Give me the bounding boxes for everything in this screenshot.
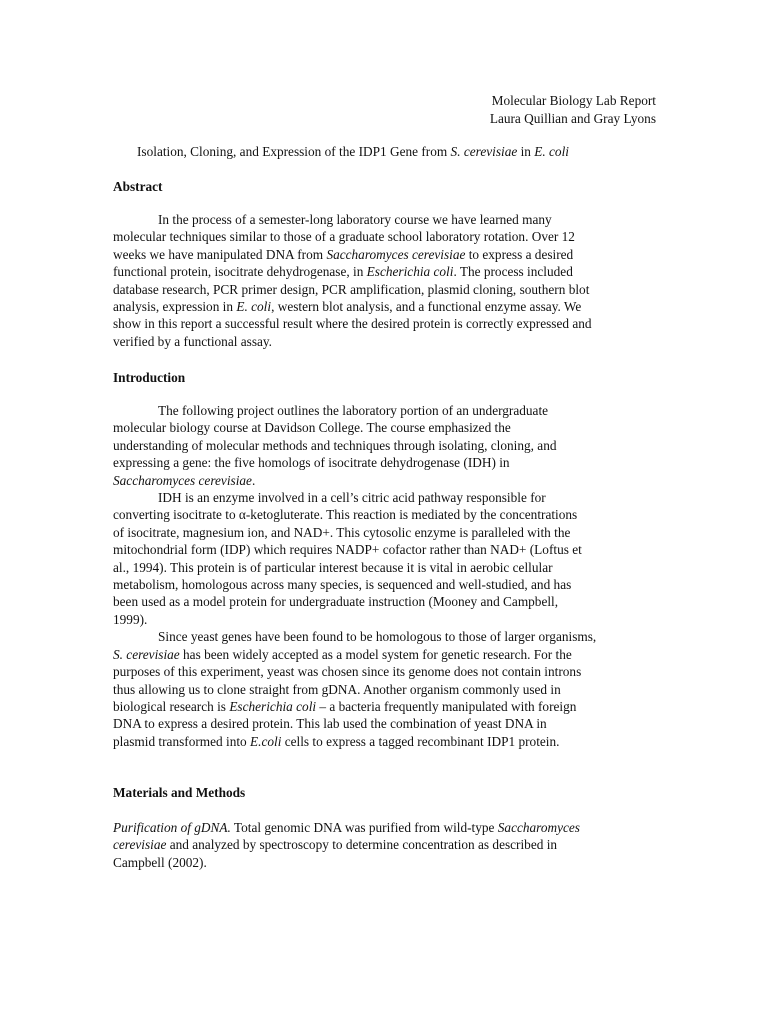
introduction-paragraphs: The following project outlines the laboratory portion of an undergraduate molecular biology course at Davidson College. The course emphasized the understanding of molecular methods and techniques through isolating, cloning, and expressing a gene: the five homologs of isocitrate dehydrogenase (IDH) in Saccharomyces cerevisiae. IDH is an enzyme involved in a cell’s citric acid pathway responsible for converting isocitrate to α-ketogluterate. This reaction is mediated by the concentrations of isocitrate, magnesium ion, and NAD+. This cytosolic enzyme is paralleled with the mitochondrial form (IDP) which requires NADP+ cofactor rather than NAD+ (Loftus et al., 1994). This protein is of particular interest because it is vital in aerobic cellular metabolism, homologous across many species, is sequenced and well-studied, and has been used as a model protein for undergraduate instruction (Mooney and Campbell, 1999). Since yeast genes have been found to be homologous to those of larger organisms, S. cerevisiae has been widely accepted as a model system for genetic research. For the purposes of this experiment, yeast was chosen since its genome does not contain introns thus allowing us to clone straight from gDNA. Another organism commonly used in biological research is Escherichia coli – a bacteria frequently manipulated with foreign DNA to express a desired protein. This lab used the combination of yeast DNA in plasmid transformed into E.coli cells to express a tagged recombinant IDP1 protein. [113,403,597,749]
authors: Laura Quillian and Gray Lyons [489,110,656,126]
report-title: Isolation, Cloning, and Expression of the IDP1 Gene from S. cerevisiae in E. coli [137,144,569,159]
methods-paragraph: Purification of gDNA. Total genomic DNA was purified from wild-type Saccharomyces cerevisiae and analyzed by spectroscopy to determine concentration as described in Campbell (2002). [113,820,580,870]
abstract-paragraph: In the process of a semester-long laboratory course we have learned many molecular techniques similar to those of a graduate school laboratory rotation. Over 12 weeks we have manipulated DNA from Saccharomyces cerevisiae to express a desired functional protein, isocitrate dehydrogenase, in Escherichia coli. The process included database research, PCR primer design, PCR amplification, plasmid cloning, southern blot analysis, expression in E. coli, western blot analysis, and a functional enzyme assay. We show in this report a successful result where the desired protein is correctly expressed and verified by a functional assay. [113,212,592,349]
report-header [490,92,656,127]
report-type: Molecular Biology Lab Report [491,93,656,108]
methods-heading: Materials and Methods [113,785,246,800]
introduction-heading: Introduction [113,370,186,385]
abstract-heading: Abstract [113,179,163,194]
